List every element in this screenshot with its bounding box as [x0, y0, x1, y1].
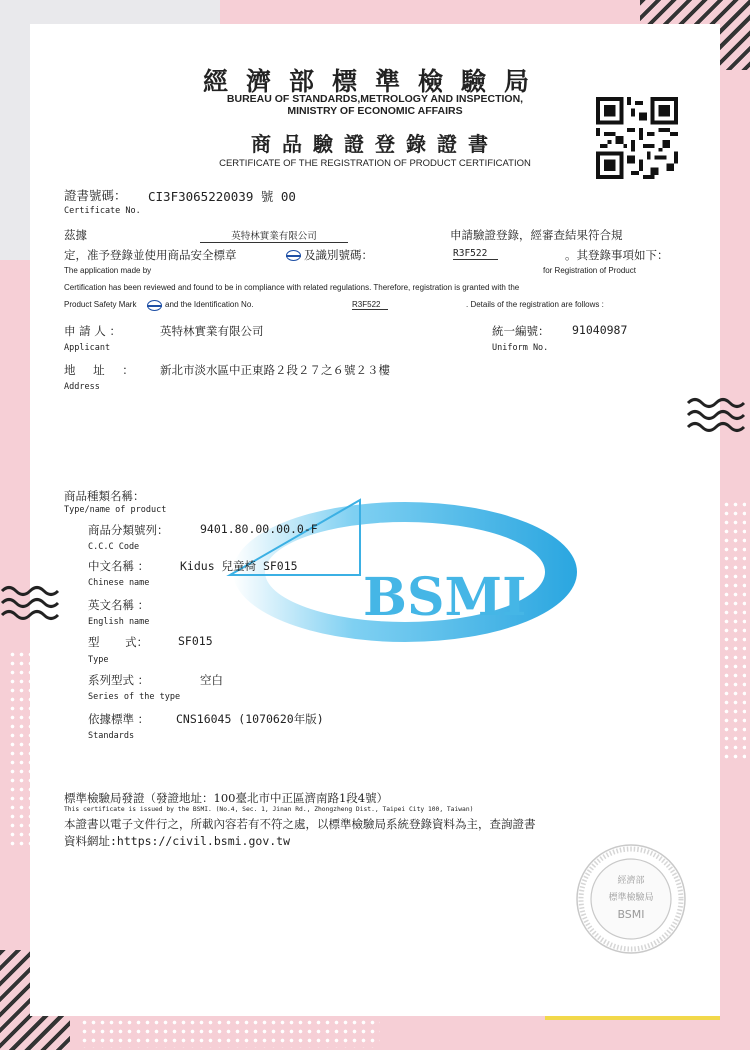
statement-text-zh-line2a: 定，准予登錄並使用商品安全標章 [64, 248, 237, 262]
series-value: 空白 [200, 673, 223, 687]
statement-en-id-code: R3F522 [352, 300, 388, 310]
dot-pattern [8, 650, 32, 850]
issued-by-en: This certificate is issued by the BSMI. (No.4, Sec. 1, Jinan Rd., Zhongzheng Dist., Taipei City 100, Taiwan) [64, 806, 474, 813]
issued-by-zh: 標準檢驗局發證（發證地址：100臺北市中正區濟南路1段4號） [64, 791, 389, 805]
product-type-label-en: Type/name of product [64, 505, 167, 515]
statement-en-line3a: Product Safety Mark [64, 300, 137, 309]
note-line2: 資料網址:https://civil.bsmi.gov.tw [64, 834, 291, 848]
chinese-name-label-zh: 中文名稱 ： [88, 559, 150, 573]
uniform-no-value: 91040987 [572, 323, 628, 337]
series-label-zh: 系列型式 ： [88, 673, 150, 687]
official-seal [575, 843, 687, 955]
statement-en-line1b: for Registration of Product [543, 266, 636, 275]
address-label-zh: 地 址 ： [64, 363, 134, 377]
statement-en-line3b: and the Identification No. [165, 300, 254, 309]
model-label-en: Type [88, 655, 109, 665]
applicant-value: 英特林實業有限公司 [160, 324, 264, 338]
certificate-title-en: CERTIFICATE OF THE REGISTRATION OF PRODUCT CERTIFICATION [219, 158, 531, 169]
statement-id-code: R3F522 [453, 248, 498, 260]
wave-decoration [686, 395, 736, 440]
bsmi-logo-text: BSMI [363, 567, 527, 628]
dot-pattern [722, 500, 746, 760]
wave-decoration [0, 583, 50, 628]
certificate-no-value: CI3F3065220039 號 00 [148, 189, 296, 204]
dot-pattern [80, 1018, 380, 1048]
certificate-no-label-zh: 證書號碼： [64, 188, 127, 203]
ccc-value: 9401.80.00.00.0-F [200, 522, 318, 536]
statement-text-zh: 申請驗證登錄，經審查結果符合規 [450, 228, 623, 242]
statement-text-zh-line2b: 及識別號碼： [304, 248, 373, 262]
uniform-no-label-en: Uniform No. [492, 343, 549, 353]
certificate-no-label-en: Certificate No. [64, 206, 141, 216]
model-value: SF015 [178, 634, 213, 648]
product-type-label-zh: 商品種類名稱： [64, 489, 145, 503]
statement-applicant-name: 英特林實業有限公司 [200, 228, 348, 243]
certificate-title-zh: 商品驗證登錄證書 [251, 132, 499, 156]
svg-text:經濟部: 經濟部 [617, 876, 645, 886]
standard-label-en: Standards [88, 731, 135, 741]
address-value: 新北市淡水區中正東路２段２７之６號２３樓 [160, 363, 390, 377]
bureau-name-en-line2: MINISTRY OF ECONOMIC AFFAIRS [287, 105, 463, 117]
bureau-name-zh: 經濟部標準檢驗局 [202, 67, 547, 96]
qr-code [596, 97, 678, 179]
model-label-zh: 型 式： [88, 635, 149, 649]
chinese-name-value: Kidus 兒童椅 SF015 [180, 559, 298, 573]
applicant-label-en: Applicant [64, 343, 111, 353]
uniform-no-label-zh: 統一編號： [492, 324, 550, 338]
statement-text-zh-line2c: 。其登錄事項如下： [565, 248, 669, 262]
statement-en-line2: Certification has been reviewed and found to be in compliance with related regulations. Therefore, registration is granted with the [64, 283, 520, 292]
product-safety-mark-icon [286, 250, 301, 261]
svg-text:標準檢驗局: 標準檢驗局 [608, 893, 654, 903]
bureau-name-en-line1: BUREAU OF STANDARDS,METROLOGY AND INSPECTION, [226, 93, 524, 105]
statement-en-line1a: The application made by [64, 266, 152, 275]
note-line1: 本證書以電子文件行之，所載內容若有不符之處，以標準檢驗局系統登錄資料為主，查詢證書 [64, 817, 536, 831]
ccc-label-en: C.C.C Code [88, 542, 140, 552]
address-label-en: Address [64, 382, 100, 392]
svg-text:BSMI: BSMI [617, 908, 645, 921]
english-name-label-zh: 英文名稱 ： [88, 598, 150, 612]
chinese-name-label-en: Chinese name [88, 578, 150, 588]
statement-prefix: 茲據 [64, 228, 87, 242]
applicant-label-zh: 申 請 人 ： [64, 324, 121, 338]
standard-value: CNS16045 (1070620年版) [176, 712, 324, 726]
english-name-label-en: English name [88, 617, 150, 627]
product-safety-mark-icon [147, 300, 162, 311]
ccc-label-zh: 商品分類號列： [88, 523, 169, 537]
standard-label-zh: 依據標準 ： [88, 712, 150, 726]
series-label-en: Series of the type [88, 692, 181, 702]
statement-en-line3d: . Details of the registration are follows : [466, 300, 604, 309]
